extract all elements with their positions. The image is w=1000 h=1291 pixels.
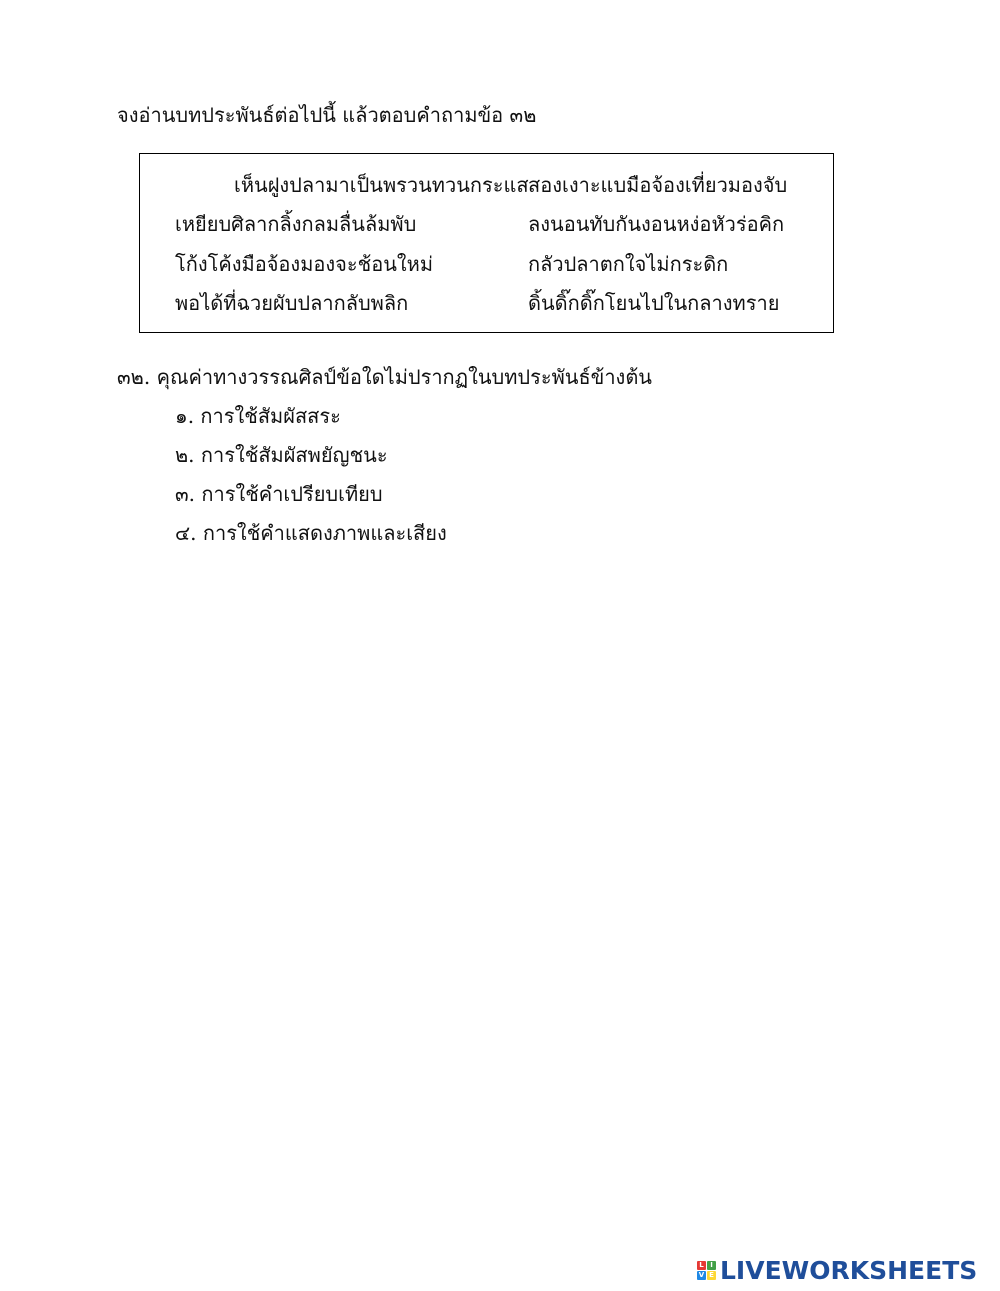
choice-1: ๑. การใช้สัมผัสสระ — [175, 404, 341, 428]
poem-line-1-first: เห็นฝูงปลามาเป็นพรวนทวนกระแส — [234, 173, 529, 197]
poem-line-3-first: โก้งโค้งมือจ้องมองจะช้อนใหม่ — [175, 252, 434, 276]
poem-line-2-first: เหยียบศิลากลิ้งกลมลื่นล้มพับ — [175, 212, 417, 236]
poem-line-4-first: พอได้ที่ฉวยผับปลากลับพลิก — [175, 291, 409, 315]
poem-line-4-second: ดิ้นดิ๊กดิ๊กโยนไปในกลางทราย — [528, 291, 780, 315]
poem-line-1-second: สองเงาะแบมือจ้องเที่ยวมองจับ — [528, 173, 788, 197]
logo-block-v: V — [698, 1270, 705, 1279]
question-text: ๓๒. คุณค่าทางวรรณศิลป์ข้อใดไม่ปรากฏในบทประพันธ์ข้างต้น — [117, 365, 652, 389]
poem-line-2-second: ลงนอนทับกันงอนหง่อหัวร่อคิก — [528, 212, 785, 236]
poem-line-3-second: กลัวปลาตกใจไม่กระดิก — [528, 252, 729, 276]
choice-2: ๒. การใช้สัมผัสพยัญชนะ — [175, 443, 388, 467]
logo-block-l: L — [697, 1261, 706, 1270]
logo-block-e: E — [707, 1271, 716, 1280]
logo-blocks-icon — [697, 1261, 716, 1280]
logo-text: LIVEWORKSHEETS — [720, 1255, 978, 1285]
instruction-text: จงอ่านบทประพันธ์ต่อไปนี้ แล้วตอบคำถามข้อ ๓๒ — [117, 103, 537, 127]
logo-block-i: I — [707, 1261, 716, 1270]
liveworksheets-logo — [697, 1255, 977, 1285]
choice-4: ๔. การใช้คำแสดงภาพและเสียง — [175, 521, 447, 545]
choice-3: ๓. การใช้คำเปรียบเทียบ — [175, 482, 383, 506]
poem-box — [139, 153, 834, 333]
